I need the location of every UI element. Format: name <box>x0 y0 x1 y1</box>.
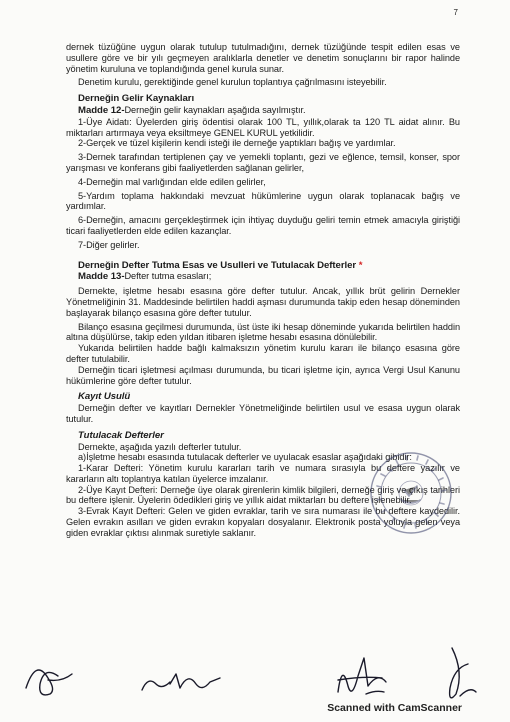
official-seal-stamp <box>368 450 454 536</box>
income-heading: Derneğin Gelir Kaynakları <box>78 93 195 105</box>
income-item-4: 4-Derneğin mal varlığından elde edilen gelirler, <box>78 176 266 187</box>
books-paragraph-2: Bilanço esasına geçilmesi durumunda, üst üste iki hesap döneminde yukarıda belirtilen haddin altına düşülürse, takip eden yıldan itibaren işletme hesabı esasına dönülebilir. <box>66 321 460 343</box>
books-madde-label: Madde 13- <box>78 271 125 283</box>
record-heading: Kayıt Usulü <box>78 391 131 403</box>
books-heading-mark: * <box>358 259 363 271</box>
income-item-3: 3-Dernek tarafından tertiplenen çay ve yemekli toplantı, gezi ve eğlence, temsil, konser, spor yarışması ve konferans gibi faaliyetlerden sağlanan gelirler, <box>66 152 460 173</box>
books-paragraph-1: Dernekte, işletme hesabı esasına göre defter tutulur. Ancak, yıllık brüt gelirin Dernekler Yönetmeliğinin 31. Maddesinde belirtilen haddi aşması durumunda takip eden hesap döneminden başlayarak bilanço esasına göre defter tutulur. <box>66 286 460 318</box>
books-paragraph-3: Yukarıda belirtilen hadde bağlı kalmaksızın yönetim kurulu kararı ile bilanço esasına göre defter tutulabilir. <box>66 343 460 364</box>
ledgers-item-1: 1-Karar Defteri: Yönetim kurulu kararları tarih ve numara sırasıyla bu deftere yazılır ve kararların altı toplantıya katılan üyelerce imzalanır. <box>66 463 460 484</box>
signatures <box>20 640 490 702</box>
ledgers-intro: Dernekte, aşağıda yazılı defterler tutulur. <box>78 441 242 452</box>
income-item-5: 5-Yardım toplama hakkındaki mevzuat hükümlerine uygun olarak toplanacak bağış ve yardımlar. <box>66 190 460 212</box>
income-item-1: 1-Üye Aidatı: Üyelerden giriş ödentisi olarak 100 TL, yıllık,olarak ta 120 TL aidat alınır. Bu miktarları artırmaya veya eksiltmeye GENEL KURUL yetkilidir. <box>66 116 460 138</box>
income-item-7: 7-Diğer gelirler. <box>78 239 140 250</box>
signature-4 <box>450 648 476 698</box>
camscanner-watermark: Scanned with CamScanner <box>327 702 462 714</box>
books-heading-text: Derneğin Defter Tutma Esas ve Usulleri ve Tutulacak Defterler <box>78 259 357 271</box>
signature-1 <box>26 670 72 695</box>
income-madde <box>66 105 460 117</box>
signature-2 <box>142 674 220 690</box>
ledgers-item-3: 3-Evrak Kayıt Defteri: Gelen ve giden evraklar, tarih ve sıra numarası ile bu deftere kaydedilir. Gelen evrakın asılları ve giden evrakın kopyaları dosyalanır. Elektronik posta yoluyla gelen veya giden evraklar çıktısı alınmak suretiyle saklanır. <box>66 506 460 538</box>
income-madde-label: Madde 12- <box>78 104 125 116</box>
ledgers-item-2: 2-Üye Kayıt Defteri: Derneğe üye olarak girenlerin kimlik bilgileri, derneğe giriş ve çıkış tarihleri bu deftere işlenir. Üyelerin ödedikleri giriş ve yıllık aidat miktarları bu deftere işlenebilir. <box>66 484 460 506</box>
books-madde-text: Defter tutma esasları; <box>124 271 212 282</box>
income-item-2: 2-Gerçek ve tüzel kişilerin kendi isteği ile derneğe yaptıkları bağış ve yardımlar. <box>78 138 396 149</box>
income-item-6: 6-Derneğin, amacını gerçekleştirmek için ihtiyaç duyduğu geliri temin etmek amacıyla giriştiği ticari faaliyetlerden elde edilen kazançlar. <box>66 215 460 236</box>
books-madde <box>66 271 460 283</box>
page-number: 7 <box>453 8 458 17</box>
ledgers-sub-a: a)İşletme hesabı esasında tutulacak defterler ve uyulacak esaslar aşağıdaki gibidir: <box>78 452 412 463</box>
ledgers-heading: Tutulacak Defterler <box>78 429 164 441</box>
intro-paragraph-2: Denetim kurulu, gerektiğinde genel kurulun toplantıya çağrılmasını isteyebilir. <box>78 77 387 88</box>
intro-paragraph-1: dernek tüzüğüne uygun olarak tutulup tutulmadığını, dernek tüzüğünde tespit edilen esas ve usullere göre ve bir yılı geçmeyen aralıklarla denetler ve denetim sonuçlarını bir rapor halinde yönetim kuruluna ve toplandığında genel kurula sunar. <box>66 42 460 74</box>
signature-3 <box>338 658 386 694</box>
books-heading <box>66 261 460 272</box>
record-text: Derneğin defter ve kayıtları Dernekler Yönetmeliğinde belirtilen usul ve esasa uygun olarak tutulur. <box>66 403 460 424</box>
income-madde-text: Derneğin gelir kaynakları aşağıda sayılmıştır. <box>124 104 306 115</box>
books-paragraph-4: Derneğin ticari işletmesi açılması durumunda, bu ticari işletme için, ayrıca Vergi Usul Kanunu hükümlerine göre defter tutulur. <box>66 364 460 386</box>
